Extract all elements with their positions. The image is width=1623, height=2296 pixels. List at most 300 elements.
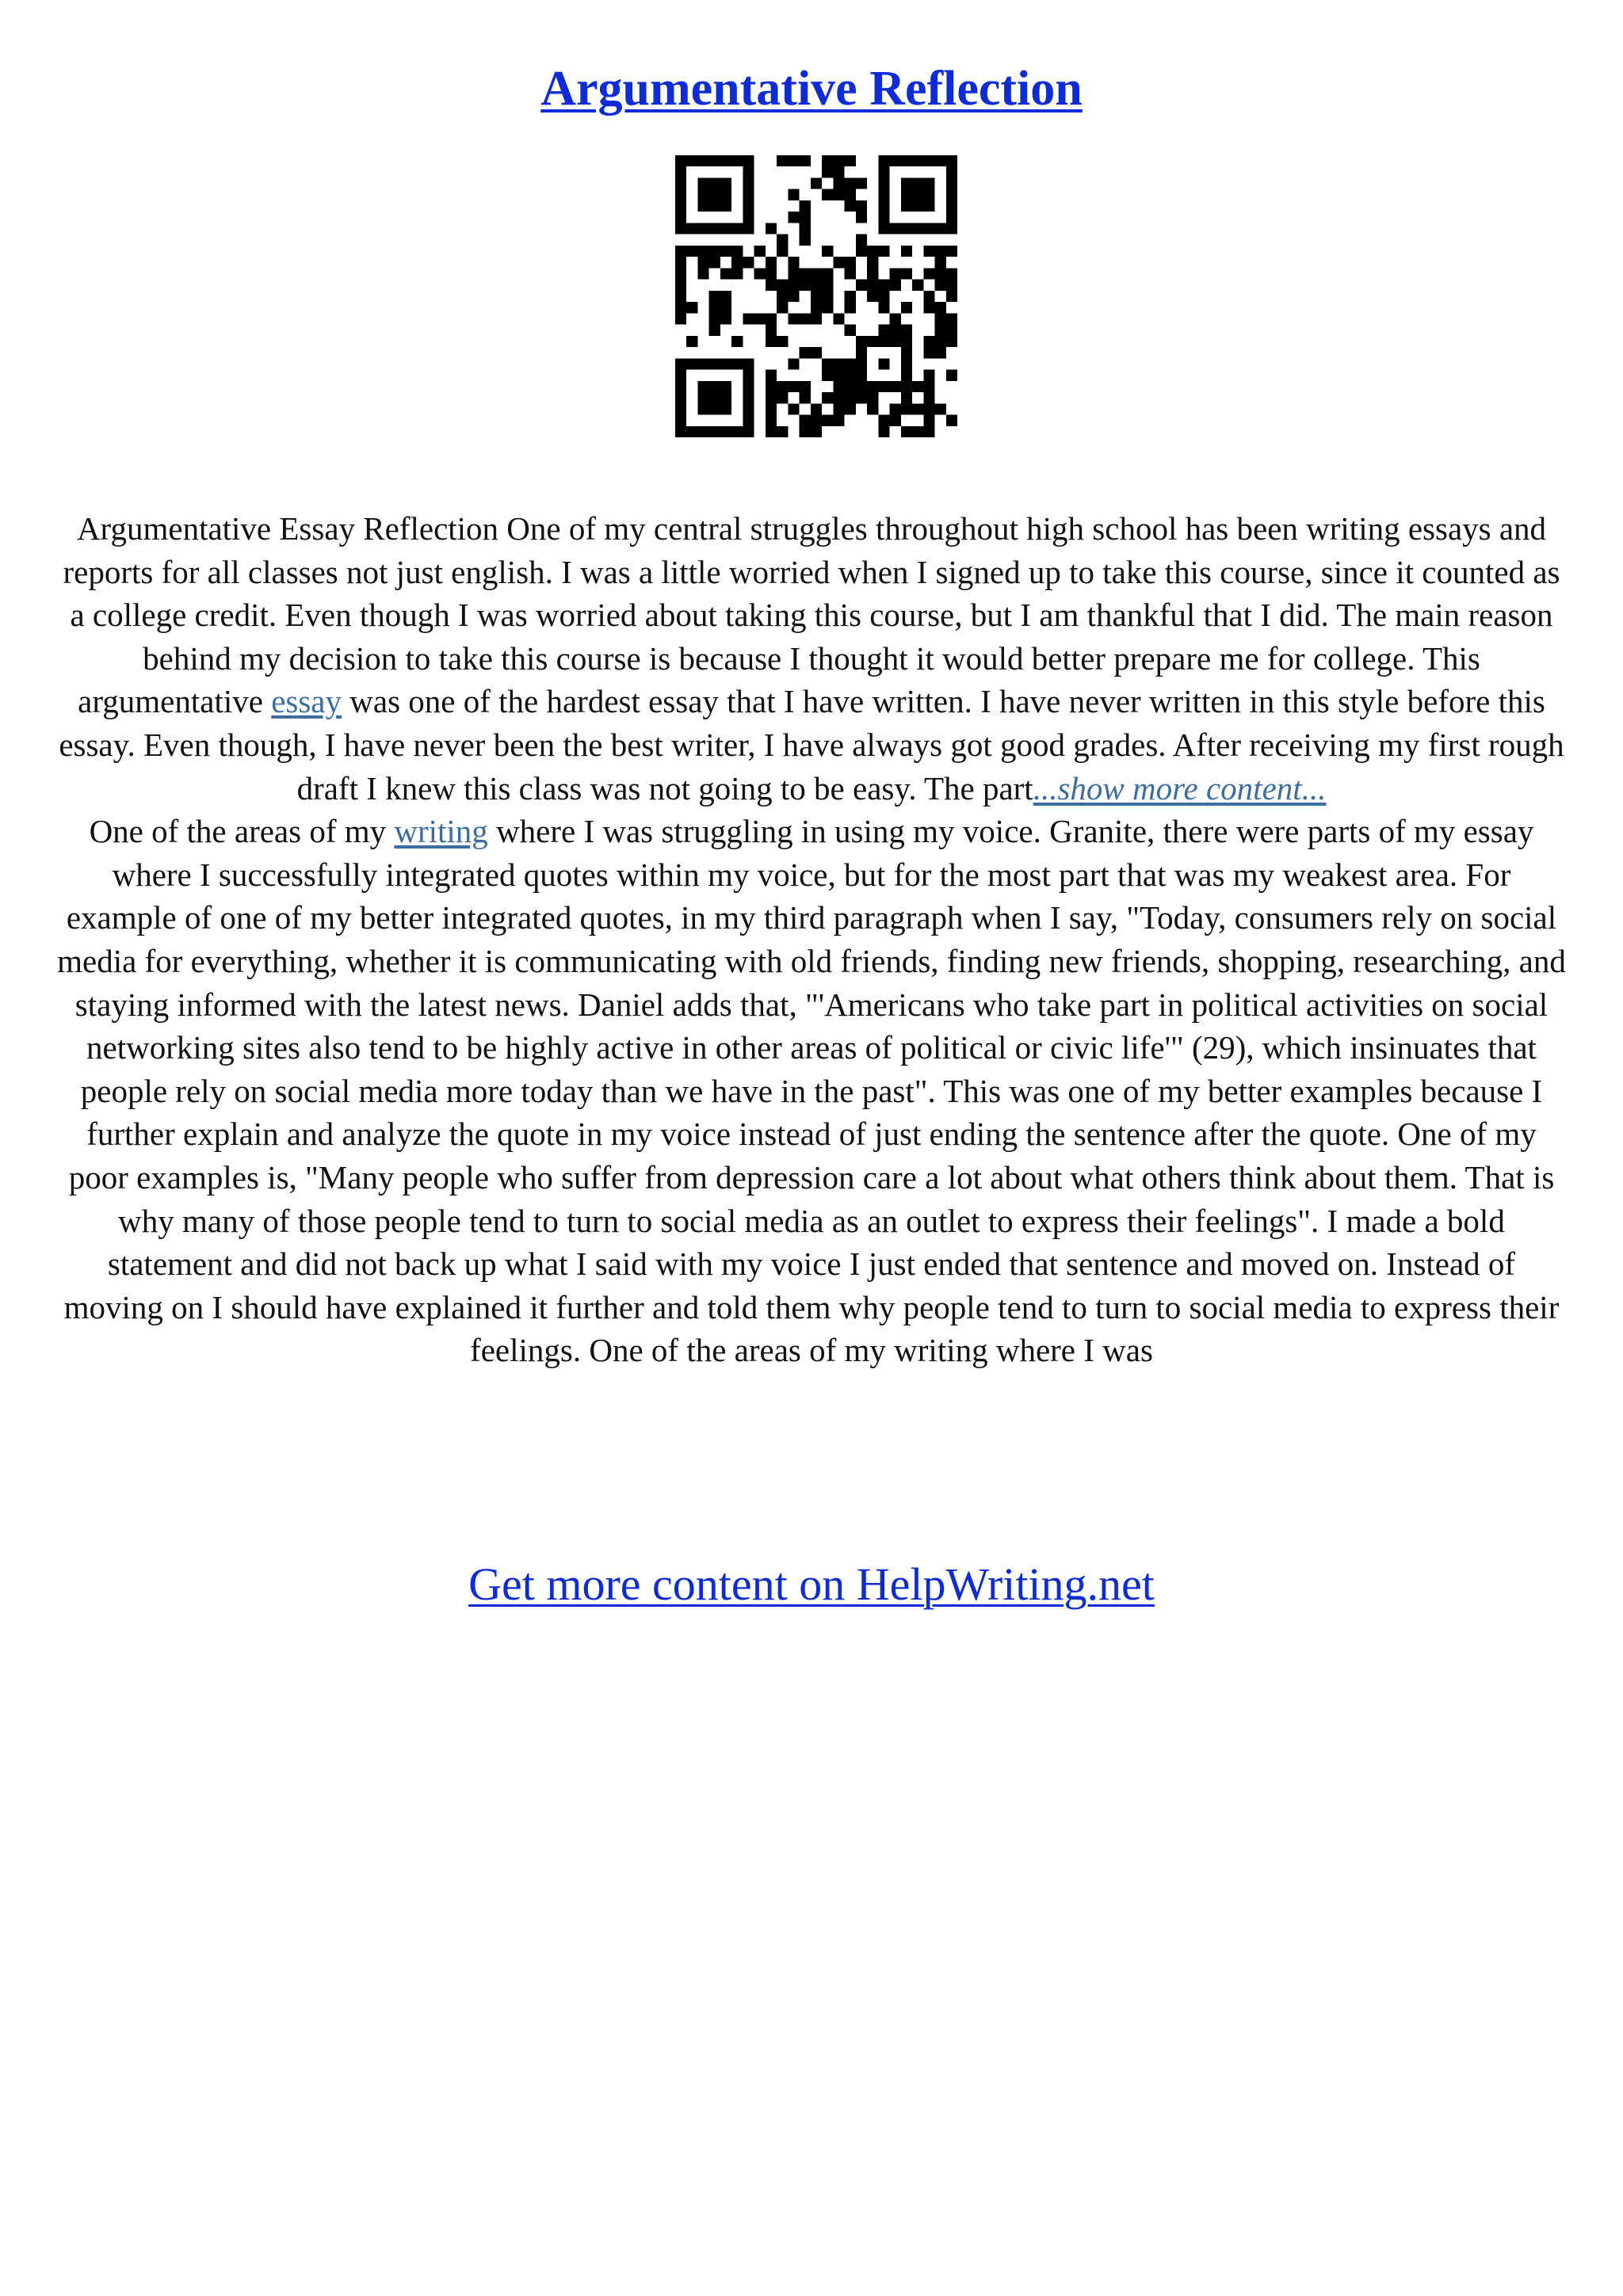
qr-module: [777, 246, 788, 257]
qr-module: [935, 347, 946, 358]
qr-module: [777, 392, 788, 403]
qr-module: [833, 415, 844, 426]
qr-module: [901, 426, 912, 437]
qr-module: [856, 177, 867, 189]
qr-module: [766, 381, 777, 392]
qr-module: [675, 257, 686, 268]
qr-module: [743, 313, 754, 324]
qr-module: [675, 313, 686, 324]
document-title: [0, 57, 1623, 120]
qr-module: [935, 268, 946, 279]
qr-module: [675, 189, 686, 200]
qr-module: [833, 189, 844, 200]
qr-module: [890, 381, 901, 392]
qr-module: [709, 426, 720, 437]
qr-module: [686, 155, 697, 166]
qr-module: [833, 392, 844, 403]
qr-module: [878, 189, 889, 200]
qr-module: [923, 177, 934, 189]
qr-module: [686, 246, 697, 257]
qr-module: [743, 370, 754, 381]
qr-module: [856, 381, 867, 392]
qr-module: [675, 302, 686, 313]
qr-module: [946, 325, 957, 336]
qr-module: [856, 235, 867, 246]
qr-module: [822, 358, 833, 369]
qr-module: [709, 392, 720, 403]
qr-module: [743, 392, 754, 403]
qr-module: [777, 291, 788, 302]
qr-module: [845, 291, 856, 302]
qr-module: [845, 370, 856, 381]
qr-module: [867, 246, 878, 257]
qr-module: [923, 302, 934, 313]
qr-module: [856, 392, 867, 403]
qr-module: [788, 403, 799, 414]
qr-module: [709, 381, 720, 392]
qr-module: [766, 223, 777, 234]
qr-module: [923, 403, 934, 414]
qr-module: [675, 291, 686, 302]
qr-module: [720, 403, 731, 414]
qr-module: [800, 268, 811, 279]
qr-module: [731, 358, 743, 369]
qr-module: [923, 347, 934, 358]
qr-module: [912, 426, 923, 437]
qr-module: [822, 415, 833, 426]
qr-module: [709, 302, 720, 313]
qr-module: [878, 223, 889, 234]
qr-module: [878, 155, 889, 166]
qr-module: [800, 313, 811, 324]
qr-module: [833, 257, 844, 268]
qr-module: [923, 200, 934, 212]
qr-module: [686, 302, 697, 313]
qr-module: [878, 200, 889, 212]
qr-module: [890, 415, 901, 426]
qr-module: [833, 155, 844, 166]
qr-module: [845, 403, 856, 414]
qr-module: [890, 280, 901, 291]
qr-module: [923, 336, 934, 347]
qr-module: [720, 392, 731, 403]
qr-module: [901, 336, 912, 347]
qr-module: [675, 426, 686, 437]
qr-module: [675, 403, 686, 414]
qr-module: [709, 223, 720, 234]
qr-module: [923, 189, 934, 200]
qr-module: [946, 246, 957, 257]
qr-module: [946, 155, 957, 166]
qr-module: [935, 223, 946, 234]
qr-module: [675, 166, 686, 177]
qr-module: [800, 223, 811, 234]
qr-module: [912, 200, 923, 212]
qr-module: [788, 358, 799, 369]
qr-module: [923, 381, 934, 392]
qr-module: [709, 313, 720, 324]
qr-module: [856, 336, 867, 347]
qr-module: [856, 246, 867, 257]
qr-module: [697, 223, 708, 234]
paragraph-2-text-b: where I was struggling in using my voice. Granite, there were parts of my essay where I successfully integrated quotes within my voice, but for the most part that was my weakest area. For example of one of my better integrated quotes, in my third paragraph when I say, "Today, consumers rely on social media for everything, whether it is communicating with old friends, finding new friends, shopping, researching, and staying informed with the latest news. Daniel adds that, "'Americans who take part in political activities on social networking sites also tend to be highly active in other areas of political or civic life'" (29), which insinuates that people rely on social media more today than we have in the past". This was one of my better examples because I further explain and analyze the quote in my voice instead of just ending the sentence after the quote. One of my poor examples is, "Many people who suffer from depression care a lot about what others think about them. That is why many of those people tend to turn to social media as an outlet to express their feelings". I made a bold statement and did not back up what I said with my voice I just ended that sentence and moved on. Instead of moving on I should have explained it further and told them why people tend to turn to social media to express their feelings. One of the areas of my writing where I was: [57, 813, 1566, 1369]
qr-module: [845, 325, 856, 336]
essay-paragraph-2: [55, 810, 1568, 1372]
qr-module: [878, 415, 889, 426]
qr-module: [731, 268, 743, 279]
qr-module: [743, 200, 754, 212]
qr-module: [946, 415, 957, 426]
qr-module: [766, 415, 777, 426]
qr-module: [800, 155, 811, 166]
qr-module: [946, 177, 957, 189]
qr-module: [697, 189, 708, 200]
qr-module: [743, 426, 754, 437]
qr-module: [675, 223, 686, 234]
qr-module: [800, 235, 811, 246]
qr-module: [923, 223, 934, 234]
qr-module: [777, 235, 788, 246]
qr-module: [697, 358, 708, 369]
qr-module: [811, 291, 822, 302]
qr-module: [878, 291, 889, 302]
qr-code-icon: [675, 155, 957, 437]
qr-module: [777, 336, 788, 347]
qr-module: [890, 325, 901, 336]
qr-module: [822, 155, 833, 166]
qr-module: [811, 313, 822, 324]
qr-module: [743, 189, 754, 200]
qr-module: [743, 166, 754, 177]
qr-module: [709, 155, 720, 166]
qr-module: [720, 177, 731, 189]
qr-module: [777, 280, 788, 291]
qr-module: [878, 246, 889, 257]
qr-module: [720, 223, 731, 234]
qr-module: [822, 302, 833, 313]
helpwriting-link[interactable]: Get more content on HelpWriting.net: [468, 1558, 1155, 1610]
qr-module: [935, 246, 946, 257]
qr-module: [697, 381, 708, 392]
qr-module: [777, 155, 788, 166]
qr-module: [675, 370, 686, 381]
qr-module: [822, 392, 833, 403]
qr-module: [912, 280, 923, 291]
qr-module: [811, 280, 822, 291]
paragraph-1-text-b: was one of the hardest essay that I have written. I have never written in this style before this essay. Even though, I have never been the best writer, I have always got good grades. After receiving my first rough draft I knew this class was not going to be easy. The part: [59, 683, 1564, 807]
qr-module: [946, 336, 957, 347]
qr-module: [923, 246, 934, 257]
qr-module: [878, 280, 889, 291]
qr-module: [709, 358, 720, 369]
qr-module: [766, 257, 777, 268]
qr-module: [901, 381, 912, 392]
qr-module: [743, 358, 754, 369]
qr-module: [766, 370, 777, 381]
qr-module: [901, 189, 912, 200]
qr-module: [901, 403, 912, 414]
qr-module: [822, 370, 833, 381]
qr-module: [675, 392, 686, 403]
qr-module: [946, 200, 957, 212]
qr-module: [743, 155, 754, 166]
qr-module: [811, 347, 822, 358]
qr-module: [901, 177, 912, 189]
qr-module: [766, 336, 777, 347]
qr-module: [731, 336, 743, 347]
qr-module: [743, 415, 754, 426]
qr-module: [923, 268, 934, 279]
qr-module: [743, 212, 754, 223]
qr-module: [822, 268, 833, 279]
show-more-link[interactable]: ...show more content...: [1033, 769, 1327, 807]
qr-module: [845, 189, 856, 200]
qr-module: [890, 223, 901, 234]
qr-module: [709, 246, 720, 257]
qr-module: [867, 336, 878, 347]
qr-module: [788, 280, 799, 291]
qr-module: [822, 291, 833, 302]
qr-module: [754, 313, 766, 324]
qr-module: [878, 381, 889, 392]
qr-module: [800, 381, 811, 392]
qr-module: [923, 392, 934, 403]
qr-module: [709, 177, 720, 189]
qr-module: [867, 280, 878, 291]
qr-module: [856, 212, 867, 223]
qr-module: [845, 177, 856, 189]
qr-module: [833, 403, 844, 414]
qr-module: [935, 313, 946, 324]
qr-module: [833, 358, 844, 369]
qr-module: [697, 426, 708, 437]
qr-module: [709, 200, 720, 212]
qr-module: [720, 313, 731, 324]
qr-module: [720, 381, 731, 392]
qr-module: [890, 268, 901, 279]
qr-module: [946, 370, 957, 381]
footer: [0, 1553, 1623, 1616]
qr-module: [822, 166, 833, 177]
qr-module: [811, 302, 822, 313]
qr-module: [686, 426, 697, 437]
qr-module: [766, 403, 777, 414]
qr-module: [946, 223, 957, 234]
qr-module: [766, 392, 777, 403]
qr-module: [731, 155, 743, 166]
qr-module: [901, 392, 912, 403]
qr-module: [867, 257, 878, 268]
qr-module: [946, 291, 957, 302]
qr-module: [766, 280, 777, 291]
essay-paragraph-1: [55, 507, 1568, 810]
qr-module: [901, 155, 912, 166]
qr-module: [867, 403, 878, 414]
qr-module: [788, 381, 799, 392]
qr-module: [878, 212, 889, 223]
qr-module: [686, 223, 697, 234]
qr-module: [800, 347, 811, 358]
qr-module: [878, 336, 889, 347]
qr-module: [800, 212, 811, 223]
qr-module: [743, 257, 754, 268]
qr-module: [811, 177, 822, 189]
qr-module: [845, 268, 856, 279]
qr-module: [709, 257, 720, 268]
qr-module: [878, 325, 889, 336]
qr-module: [777, 302, 788, 313]
qr-module: [856, 358, 867, 369]
qr-module: [923, 415, 934, 426]
qr-module: [720, 200, 731, 212]
qr-module: [675, 200, 686, 212]
qr-module: [788, 291, 799, 302]
qr-module: [890, 403, 901, 414]
qr-module: [833, 177, 844, 189]
qr-module: [946, 313, 957, 324]
qr-module: [754, 246, 766, 257]
title-link[interactable]: Argumentative Reflection: [540, 62, 1083, 116]
qr-module: [878, 166, 889, 177]
qr-module: [946, 268, 957, 279]
qr-module: [766, 325, 777, 336]
qr-module: [675, 155, 686, 166]
qr-module: [800, 426, 811, 437]
qr-module: [845, 200, 856, 212]
qr-module: [867, 381, 878, 392]
qr-module: [901, 302, 912, 313]
qr-module: [731, 246, 743, 257]
qr-module: [912, 155, 923, 166]
qr-module: [720, 291, 731, 302]
qr-module: [697, 200, 708, 212]
qr-module: [675, 358, 686, 369]
qr-module: [800, 392, 811, 403]
qr-module: [731, 257, 743, 268]
qr-module: [935, 155, 946, 166]
qr-module: [901, 358, 912, 369]
qr-module: [697, 268, 708, 279]
qr-module: [845, 155, 856, 166]
qr-module: [856, 200, 867, 212]
qr-module: [923, 426, 934, 437]
qr-module: [901, 268, 912, 279]
qr-module: [720, 155, 731, 166]
qr-module: [697, 257, 708, 268]
qr-module: [878, 177, 889, 189]
qr-module: [800, 200, 811, 212]
qr-module: [731, 223, 743, 234]
qr-module: [686, 358, 697, 369]
qr-module: [777, 381, 788, 392]
paragraph-2-text-a: One of the areas of my: [89, 813, 395, 850]
qr-module: [788, 155, 799, 166]
qr-module: [912, 177, 923, 189]
qr-module: [811, 403, 822, 414]
qr-module: [709, 403, 720, 414]
qr-module: [867, 291, 878, 302]
qr-module: [675, 280, 686, 291]
qr-module: [912, 381, 923, 392]
qr-module: [946, 166, 957, 177]
qr-module: [697, 392, 708, 403]
essay-link[interactable]: essay: [271, 683, 342, 720]
qr-module: [833, 166, 844, 177]
qr-module: [845, 257, 856, 268]
qr-module: [800, 280, 811, 291]
qr-module: [901, 325, 912, 336]
qr-module: [788, 189, 799, 200]
qr-module: [709, 325, 720, 336]
qr-module: [697, 403, 708, 414]
qr-module: [822, 189, 833, 200]
qr-module: [822, 246, 833, 257]
qr-module: [811, 426, 822, 437]
qr-module: [811, 268, 822, 279]
qr-module: [923, 155, 934, 166]
qr-module: [675, 246, 686, 257]
qr-module: [935, 403, 946, 414]
qr-module: [788, 268, 799, 279]
qr-module: [754, 268, 766, 279]
qr-module: [901, 370, 912, 381]
qr-module: [822, 280, 833, 291]
qr-module: [935, 280, 946, 291]
qr-module: [697, 246, 708, 257]
qr-module: [935, 336, 946, 347]
qr-module: [788, 257, 799, 268]
qr-module: [777, 426, 788, 437]
qr-module: [856, 280, 867, 291]
qr-module: [811, 415, 822, 426]
qr-module: [901, 200, 912, 212]
qr-module: [743, 403, 754, 414]
qr-module: [867, 392, 878, 403]
qr-module: [923, 291, 934, 302]
writing-link[interactable]: writing: [394, 813, 488, 850]
qr-module: [675, 268, 686, 279]
qr-module: [923, 370, 934, 381]
qr-module: [845, 302, 856, 313]
qr-module: [878, 302, 889, 313]
qr-module: [890, 313, 901, 324]
qr-module: [856, 347, 867, 358]
qr-module: [720, 189, 731, 200]
qr-module: [675, 381, 686, 392]
paragraph-1-text-a: Argumentative Essay Reflection One of my central struggles throughout high school has been writing essays and reports for all classes not just english. I was a little worried when I signed up to take this course, since it counted as a college credit. Even though I was worried about taking this course, but I am thankful that I did. The main reason behind my decision to take this course is because I thought it would better prepare me for college. This argumentative: [63, 510, 1560, 720]
qr-module: [912, 403, 923, 414]
qr-module: [890, 336, 901, 347]
qr-module: [720, 246, 731, 257]
qr-module: [901, 246, 912, 257]
qr-module: [878, 358, 889, 369]
essay-body: [55, 507, 1568, 1372]
qr-module: [946, 280, 957, 291]
qr-module: [720, 358, 731, 369]
qr-module: [912, 189, 923, 200]
qr-module: [675, 212, 686, 223]
qr-module: [675, 415, 686, 426]
qr-module: [867, 268, 878, 279]
qr-module: [697, 177, 708, 189]
qr-module: [766, 313, 777, 324]
qr-module: [856, 370, 867, 381]
qr-module: [766, 426, 777, 437]
qr-module: [833, 370, 844, 381]
qr-module: [901, 347, 912, 358]
qr-module: [686, 336, 697, 347]
qr-module: [833, 381, 844, 392]
